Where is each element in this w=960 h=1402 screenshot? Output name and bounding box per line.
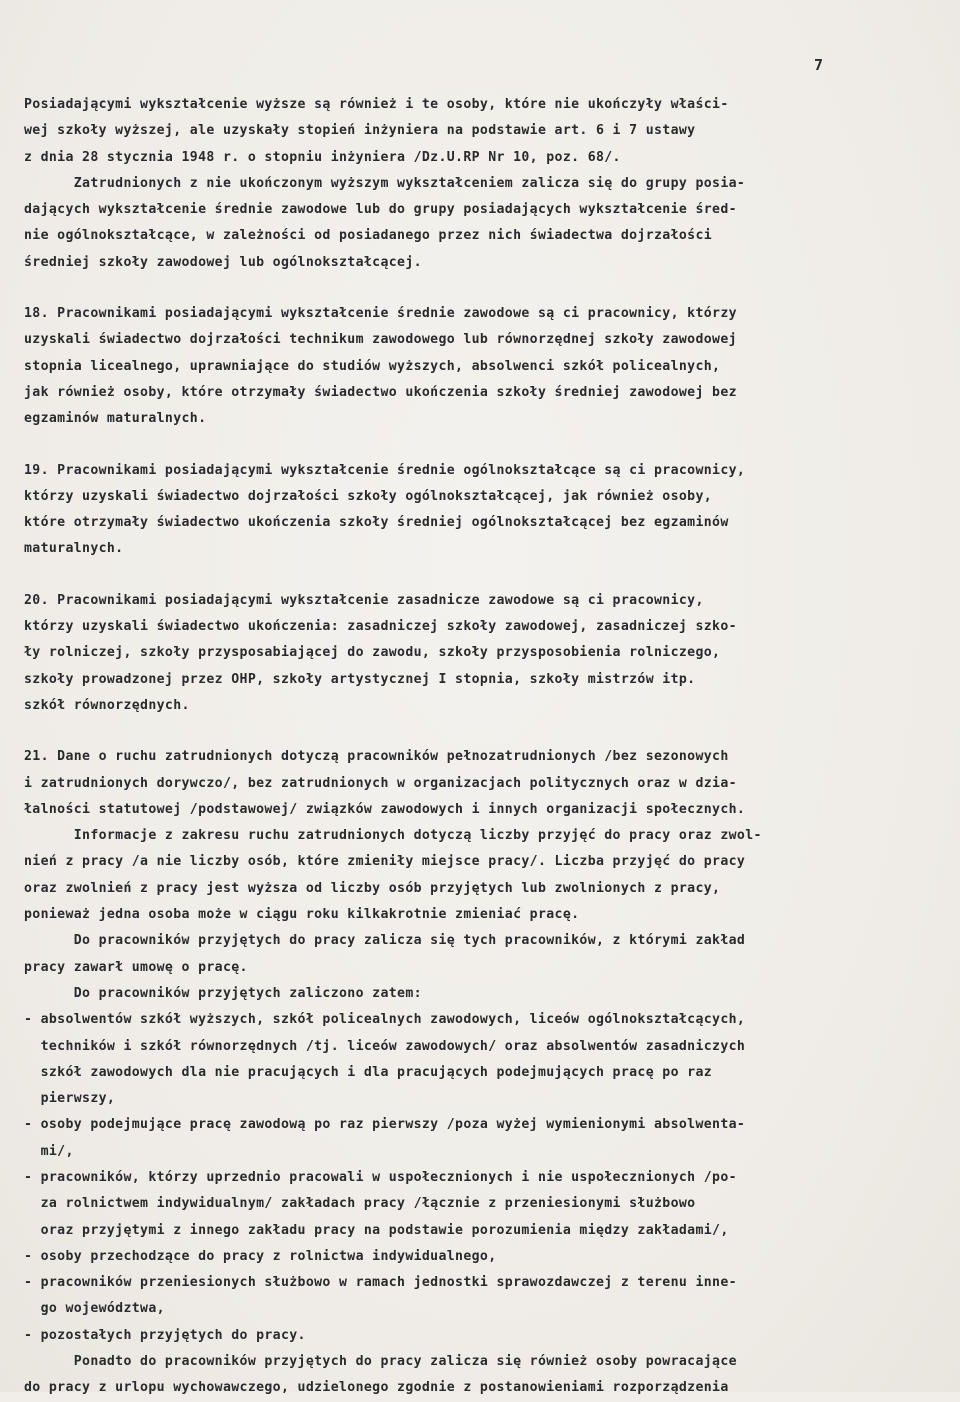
text-line: - pracowników, którzy uprzednio pracowali w uspołecznionych i nie uspołecznionych /po- bbox=[24, 1169, 737, 1185]
text-line: - pracowników przeniesionych służbowo w ramach jednostki sprawozdawczej z terenu inne- bbox=[24, 1275, 737, 1291]
text-line: Do pracowników przyjętych zaliczono zatem: bbox=[24, 985, 422, 1001]
text-line: - pozostałych przyjętych do pracy. bbox=[24, 1327, 306, 1343]
text-line: oraz zwolnień z pracy jest wyższa od liczby osób przyjętych lub zwolnionych z pracy, bbox=[24, 880, 721, 896]
page-number: 7 bbox=[814, 56, 824, 74]
text-line: z dnia 28 stycznia 1948 r. o stopniu inżyniera /Dz.U.RP Nr 10, poz. 68/. bbox=[24, 149, 621, 165]
text-line: szkół równorzędnych. bbox=[24, 697, 190, 713]
text-line: wej szkoły wyższej, ale uzyskały stopień inżyniera na podstawie art. 6 i 7 ustawy bbox=[24, 123, 696, 139]
text-line: stopnia licealnego, uprawniające do studiów wyższych, absolwenci szkół policealnych, bbox=[24, 358, 721, 374]
text-line: ponieważ jedna osoba może w ciągu roku kilkakrotnie zmieniać pracę. bbox=[24, 907, 580, 923]
text-line: którzy uzyskali świadectwo ukończenia: zasadniczej szkoły zawodowej, zasadniczej szko- bbox=[24, 619, 737, 635]
text-line: Do pracowników przyjętych do pracy zalicza się tych pracowników, z którymi zakład bbox=[24, 933, 746, 949]
text-line: średniej szkoły zawodowej lub ogólnokształcącej. bbox=[24, 254, 422, 270]
text-line: jak również osoby, które otrzymały świadectwo ukończenia szkoły średniej zawodowej bez bbox=[24, 384, 737, 400]
text-line: go województwa, bbox=[24, 1301, 165, 1317]
text-line: - osoby podejmujące pracę zawodową po raz pierwszy /poza wyżej wymienionymi absolwenta- bbox=[24, 1117, 746, 1133]
text-line: egzaminów maturalnych. bbox=[24, 411, 207, 427]
text-line: 19. Pracownikami posiadającymi wykształcenie średnie ogólnokształcące są ci pracownicy, bbox=[24, 462, 746, 478]
text-line: którzy uzyskali świadectwo dojrzałości szkoły ogólnokształcącej, jak również osoby, bbox=[24, 488, 713, 504]
paragraph-gap bbox=[24, 276, 844, 301]
text-line: ły rolniczej, szkoły przysposabiającej do zawodu, szkoły przysposobienia rolniczego, bbox=[24, 645, 721, 661]
text-line: pracy zawarł umowę o pracę. bbox=[24, 959, 248, 975]
text-line: które otrzymały świadectwo ukończenia szkoły średniej ogólnokształcącej bez egzaminów bbox=[24, 515, 729, 531]
text-line: szkół zawodowych dla nie pracujących i dla pracujących podejmujących pracę po raz bbox=[24, 1064, 713, 1080]
text-line: Ponadto do pracowników przyjętych do pracy zalicza się również osoby powracające bbox=[24, 1354, 737, 1370]
document-body bbox=[24, 92, 844, 1402]
paragraph-block bbox=[24, 744, 844, 1401]
text-line: - absolwentów szkół wyższych, szkół policealnych zawodowych, liceów ogólnokształcących, bbox=[24, 1012, 746, 1028]
paragraph-gap bbox=[24, 719, 844, 744]
paragraph-gap bbox=[24, 563, 844, 588]
text-line: za rolnictwem indywidualnym/ zakładach pracy /łącznie z przeniesionymi służbowo bbox=[24, 1196, 696, 1212]
paragraph-block bbox=[24, 458, 844, 563]
text-line: 21. Dane o ruchu zatrudnionych dotyczą pracowników pełnozatrudnionych /bez sezonowych bbox=[24, 749, 729, 765]
text-line: nie ogólnokształcące, w zależności od posiadanego przez nich świadectwa dojrzałości bbox=[24, 228, 713, 244]
text-line: łalności statutowej /podstawowej/ związków zawodowych i innych organizacji społecznych. bbox=[24, 801, 746, 817]
paragraph-block bbox=[24, 588, 844, 719]
paragraph-gap bbox=[24, 433, 844, 458]
text-line: maturalnych. bbox=[24, 541, 124, 557]
text-line: nień z pracy /a nie liczby osób, które zmieniły miejsce pracy/. Liczba przyjęć do pracy bbox=[24, 854, 746, 870]
text-line: szkoły prowadzonej przez OHP, szkoły artystycznej I stopnia, szkoły mistrzów itp. bbox=[24, 671, 696, 687]
text-line: uzyskali świadectwo dojrzałości technikum zawodowego lub równorzędnej szkoły zawodowej bbox=[24, 332, 737, 348]
text-line: mi/, bbox=[24, 1143, 74, 1159]
paragraph-block bbox=[24, 92, 844, 276]
text-line: pierwszy, bbox=[24, 1091, 116, 1107]
text-line: 20. Pracownikami posiadającymi wykształcenie zasadnicze zawodowe są ci pracownicy, bbox=[24, 592, 704, 608]
text-line: i zatrudnionych dorywczo/, bez zatrudnionych w organizacjach politycznych oraz w dzia- bbox=[24, 775, 737, 791]
paragraph-block bbox=[24, 301, 844, 432]
text-line: 18. Pracownikami posiadającymi wykształcenie średnie zawodowe są ci pracownicy, którzy bbox=[24, 306, 737, 322]
text-line: Informacje z zakresu ruchu zatrudnionych dotyczą liczby przyjęć do pracy oraz zwol- bbox=[24, 828, 762, 844]
text-line: do pracy z urlopu wychowawczego, udzielonego zgodnie z postanowieniami rozporządzenia bbox=[24, 1380, 729, 1396]
text-line: techników i szkół równorzędnych /tj. liceów zawodowych/ oraz absolwentów zasadniczych bbox=[24, 1038, 746, 1054]
text-line: - osoby przechodzące do pracy z rolnictwa indywidualnego, bbox=[24, 1248, 497, 1264]
text-line: Posiadającymi wykształcenie wyższe są również i te osoby, które nie ukończyły właści- bbox=[24, 97, 729, 112]
text-line: oraz przyjętymi z innego zakładu pracy na podstawie porozumienia między zakładami/, bbox=[24, 1222, 729, 1238]
text-line: Zatrudnionych z nie ukończonym wyższym wykształceniem zalicza się do grupy posia- bbox=[24, 175, 746, 191]
text-line: dających wykształcenie średnie zawodowe lub do grupy posiadających wykształcenie śred- bbox=[24, 202, 737, 218]
